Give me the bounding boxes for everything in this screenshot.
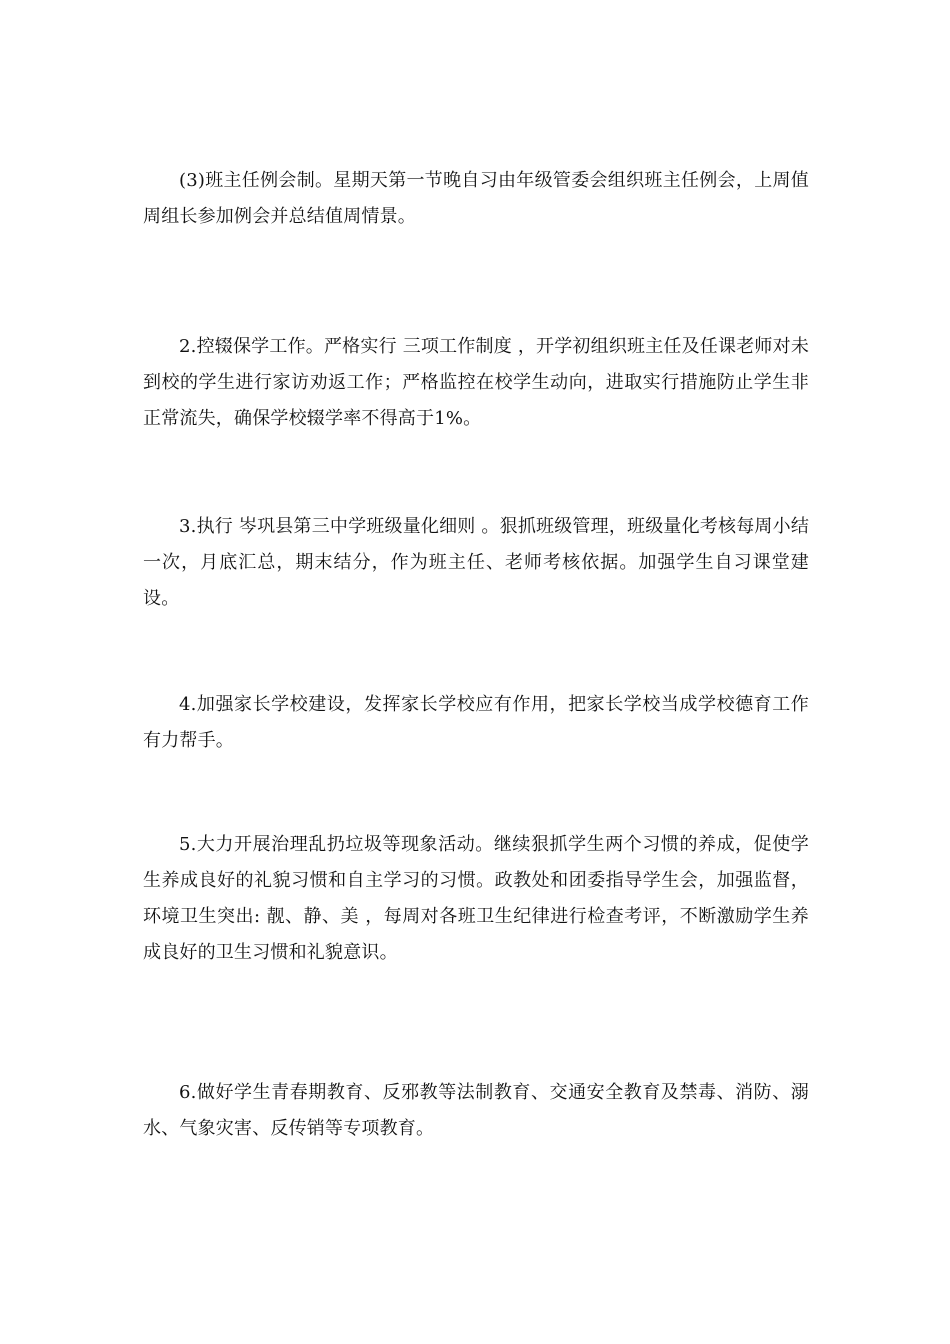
paragraph-class-quantification: 3.执行 岑巩县第三中学班级量化细则 。狠抓班级管理，班级量化考核每周小结一次，月底汇总，期末结分，作为班主任、老师考核依据。加强学生自习课堂建设。 [143, 516, 810, 609]
paragraph-dropout-control: 2.控辍保学工作。严格实行 三项工作制度 ，开学初组织班主任及任课老师对未到校的学生进行家访劝返工作；严格监控在校学生动向，进取实行措施防止学生非正常流失，确保学校辍学率不得高于1%。 [143, 336, 810, 429]
paragraph-special-education: 6.做好学生青春期教育、反邪教等法制教育、交通安全教育及禁毒、消防、溺水、气象灾害、反传销等专项教育。 [143, 1082, 809, 1139]
paragraph-parent-school: 4.加强家长学校建设，发挥家长学校应有作用，把家长学校当成学校德育工作有力帮手。 [143, 694, 809, 751]
paragraph-litter-campaign: 5.大力开展治理乱扔垃圾等现象活动。继续狠抓学生两个习惯的养成，促使学生养成良好的礼貌习惯和自主学习的习惯。政教处和团委指导学生会，加强监督，环境卫生突出: 靓、静、美 ，每周对各班卫生纪律进行检查考评，不断激励学生养成良好的卫生习惯和礼貌意识。 [143, 834, 809, 963]
paragraph-class-teacher-meeting: (3)班主任例会制。星期天第一节晚自习由年级管委会组织班主任例会，上周值周组长参加例会并总结值周情景。 [143, 170, 809, 227]
